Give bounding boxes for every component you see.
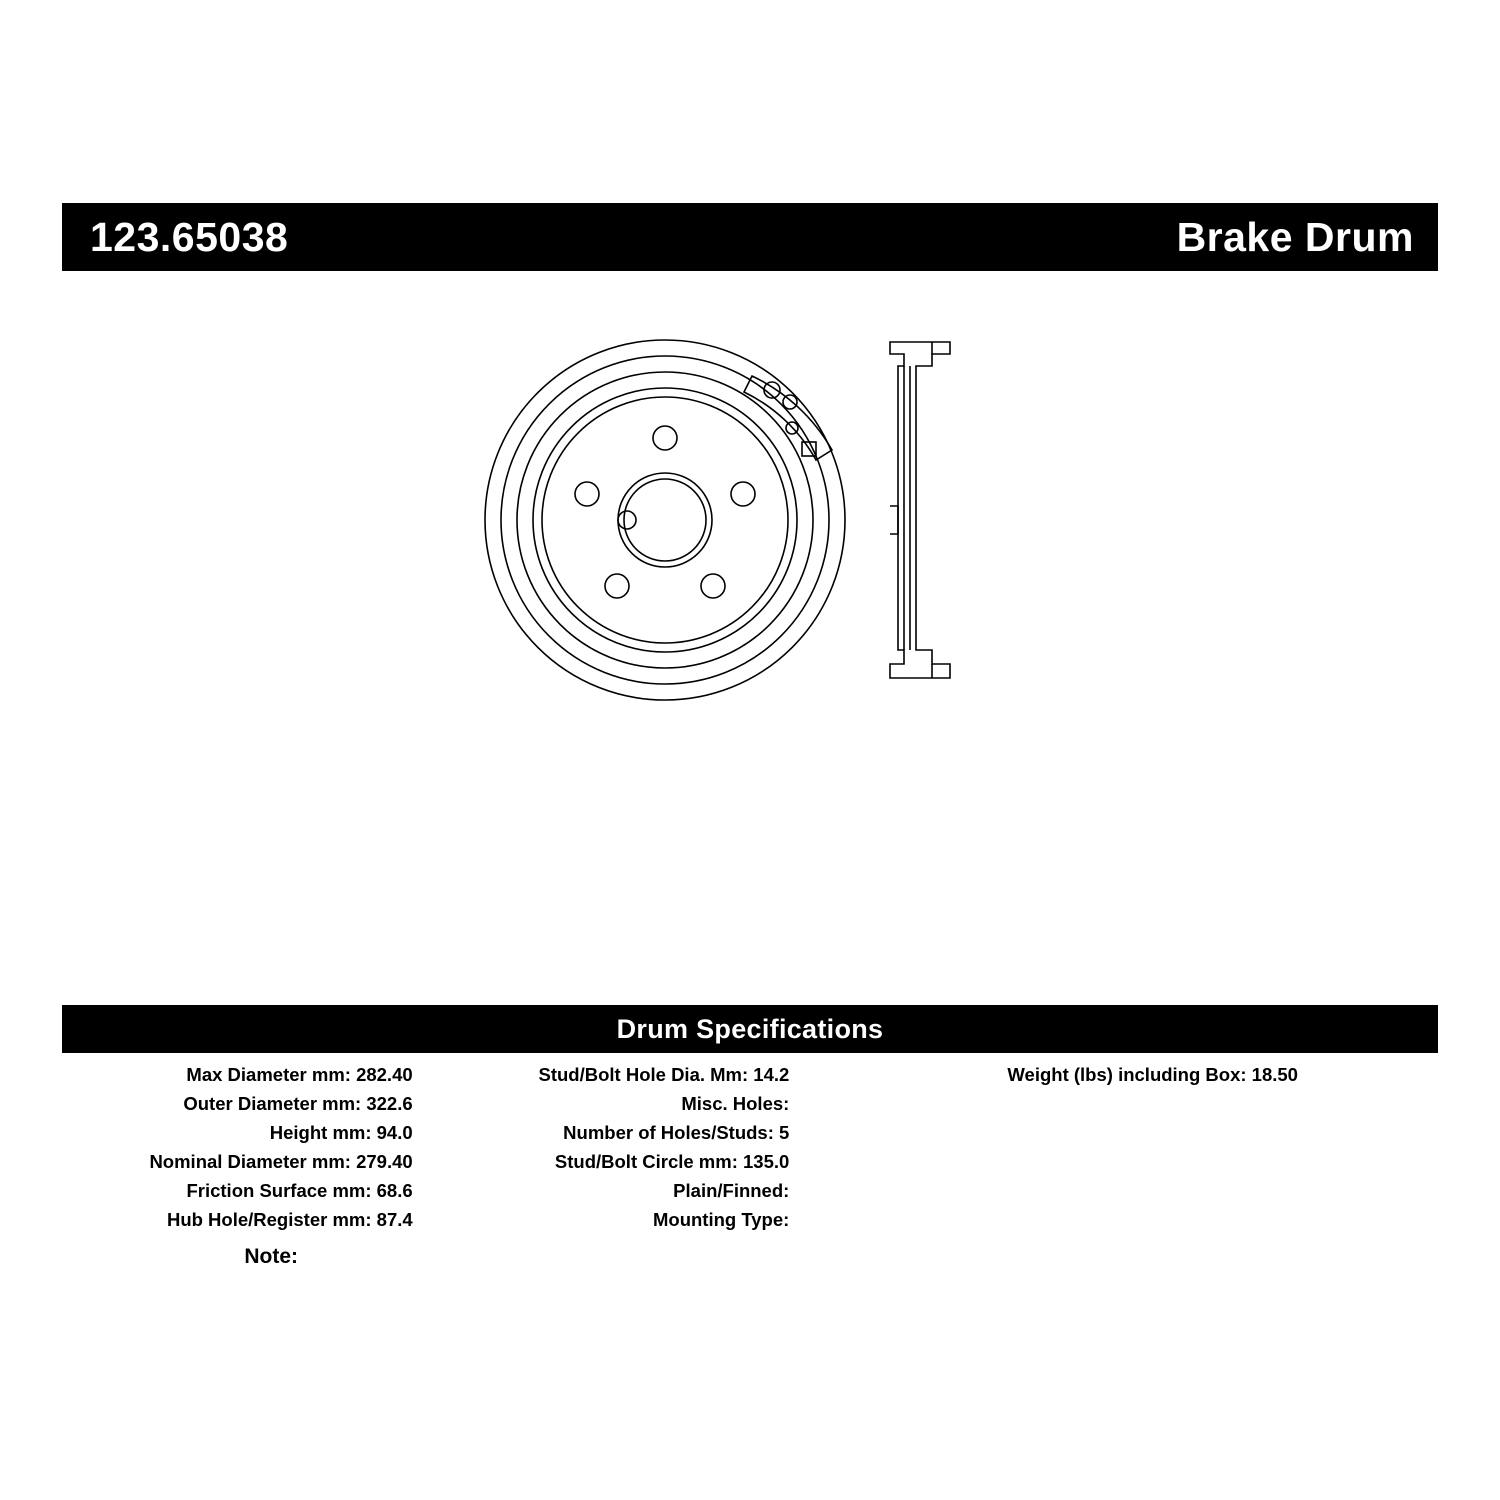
spec-column-3 bbox=[979, 1060, 1438, 1234]
spec-item: Stud/Bolt Hole Dia. Mm: 14.2 bbox=[538, 1064, 790, 1085]
spec-columns bbox=[62, 1060, 1438, 1234]
spec-item: Height mm: 94.0 bbox=[269, 1122, 413, 1143]
brake-drum-cross-section-view bbox=[890, 342, 950, 678]
spec-item: Number of Holes/Studs: 5 bbox=[563, 1122, 790, 1143]
spec-column-1 bbox=[62, 1060, 521, 1234]
product-diagram bbox=[480, 320, 1040, 720]
spec-item: Mounting Type: bbox=[652, 1209, 790, 1230]
spec-item: Outer Diameter mm: 322.6 bbox=[183, 1093, 413, 1114]
spec-item: Hub Hole/Register mm: 87.4 bbox=[166, 1209, 413, 1230]
spec-item: Friction Surface mm: 68.6 bbox=[186, 1180, 413, 1201]
brake-drum-face-view bbox=[485, 340, 845, 700]
spec-column-2 bbox=[521, 1060, 980, 1234]
spec-item: Max Diameter mm: 282.40 bbox=[186, 1064, 413, 1085]
spec-item: Misc. Holes: bbox=[681, 1093, 790, 1114]
spec-item: Nominal Diameter mm: 279.40 bbox=[149, 1151, 413, 1172]
product-title: Brake Drum bbox=[1176, 213, 1414, 260]
spec-item: Plain/Finned: bbox=[673, 1180, 790, 1201]
spec-item: Stud/Bolt Circle mm: 135.0 bbox=[554, 1151, 790, 1172]
spec-item: Weight (lbs) including Box: 18.50 bbox=[1007, 1064, 1298, 1085]
header-bar bbox=[62, 203, 1438, 271]
spec-section-header bbox=[62, 1005, 1438, 1053]
part-number: 123.65038 bbox=[90, 213, 289, 260]
spec-section-title: Drum Specifications bbox=[616, 1013, 884, 1044]
note-label: Note: bbox=[244, 1245, 298, 1268]
